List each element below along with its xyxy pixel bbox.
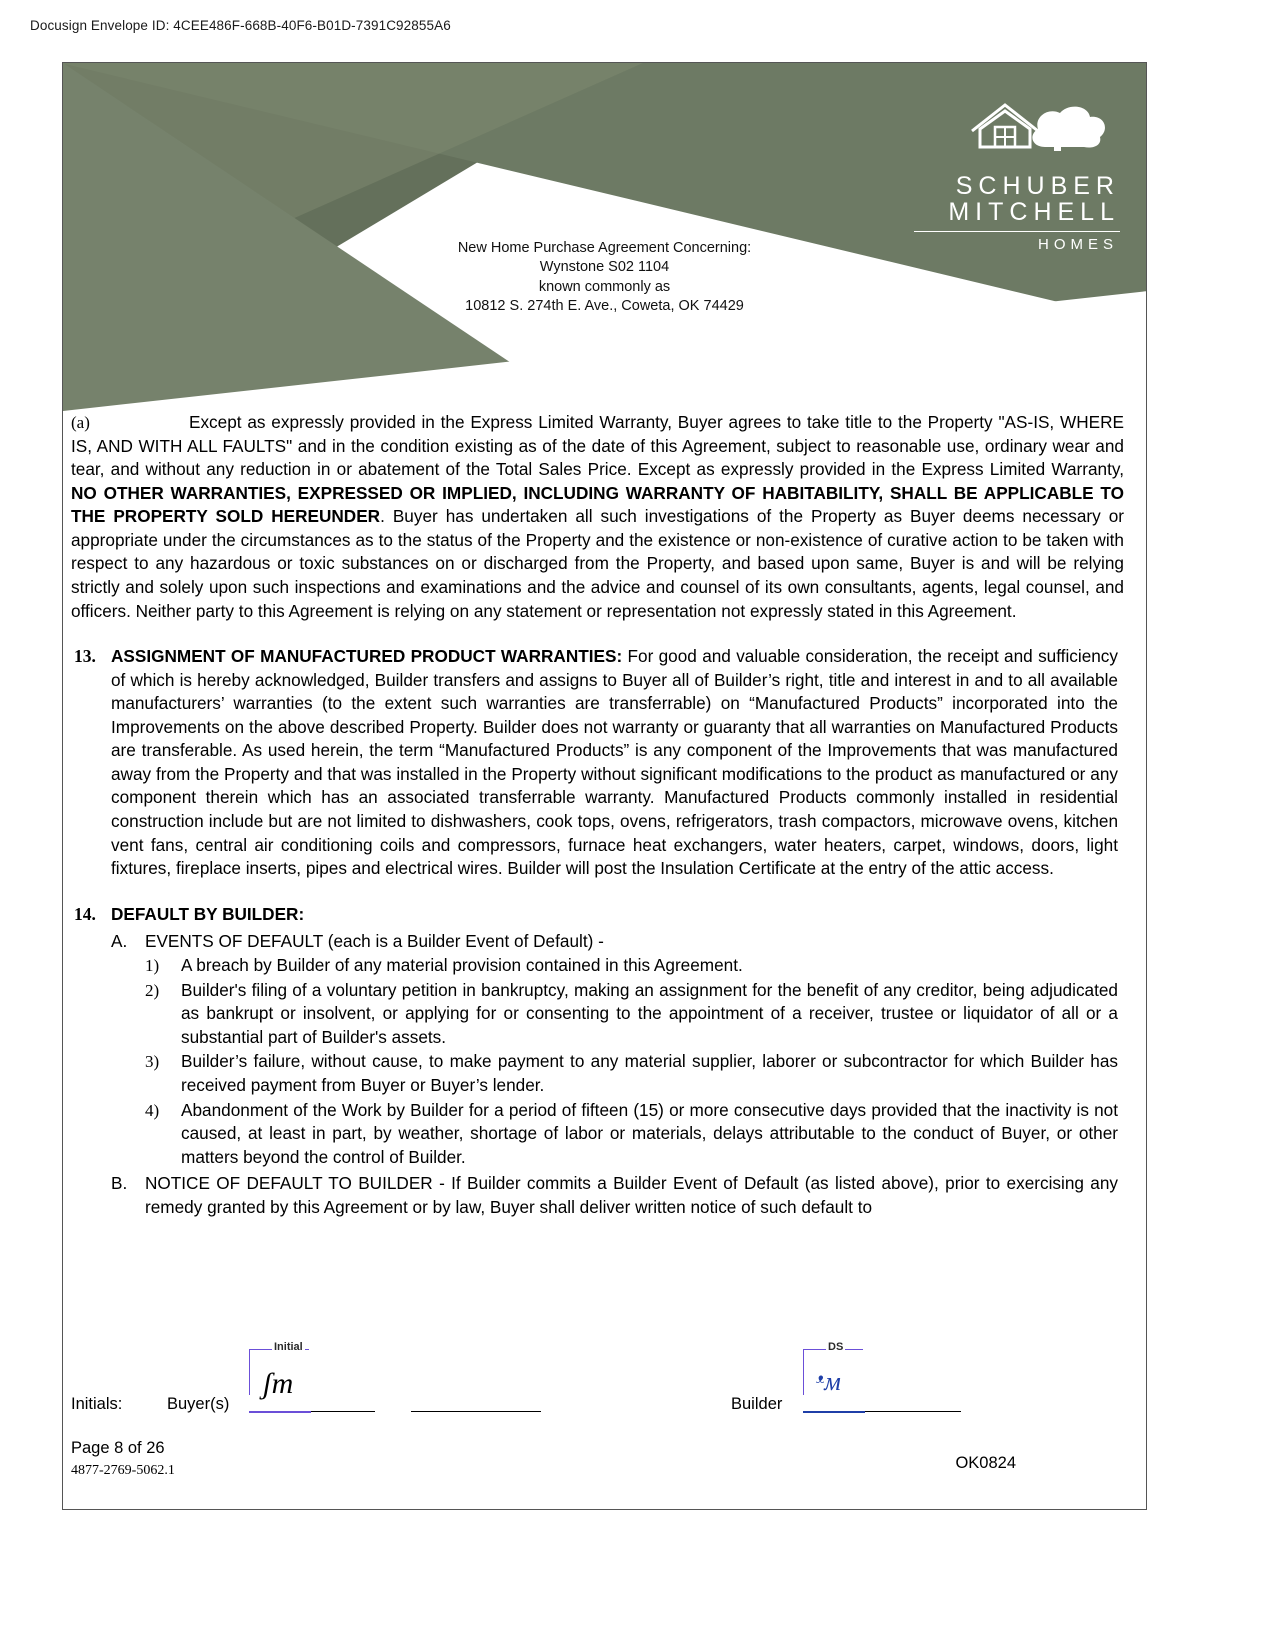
logo-divider xyxy=(914,231,1120,232)
buyers-label: Buyer(s) xyxy=(167,1395,230,1413)
heading-line-2: Wynstone S02 1104 xyxy=(539,259,670,276)
paragraph-a-marker: (a) xyxy=(71,413,90,432)
section-14-item-b xyxy=(71,1172,1124,1219)
section-14-item-a-label: A. xyxy=(111,930,128,951)
section-14-item-a-4-text: Abandonment of the Work by Builder for a period of fifteen (15) or more consecutive days provided that the inactivity is not caused, at least in part, by weather, shortage of labor or materials, delays attributable to the conduct of Buyer, or other matters beyond the control of Builder. xyxy=(181,1099,1118,1167)
page-header-graphic xyxy=(63,63,1146,411)
document-body xyxy=(63,411,1146,1219)
heading-line-3: known commonly as xyxy=(538,278,671,295)
section-14-item-a xyxy=(71,930,1124,954)
section-13 xyxy=(71,645,1124,881)
heading-line-4: 10812 S. 274th E. Ave., Coweta, OK 74429 xyxy=(465,298,744,315)
paragraph-a-marker-wrap xyxy=(71,411,189,435)
footer-form-code: OK0824 xyxy=(955,1454,1016,1472)
section-14-body xyxy=(111,903,1118,927)
section-13-title: ASSIGNMENT OF MANUFACTURED PRODUCT WARRANTIES: xyxy=(111,646,623,667)
paragraph-a-bold: NO OTHER WARRANTIES, EXPRESSED OR IMPLIED, INCLUDING WARRANTY OF HABITABILITY, SHALL BE APPLICABLE TO THE PROPERTY SOLD HEREUNDER xyxy=(71,482,1124,527)
paragraph-a-text-1: Except as expressly provided in the Express Limited Warranty, Buyer agrees to take title to the Property "AS-IS, WHERE IS, AND WITH ALL FAULTS" and in the condition existing as of the date of this Agreement, subject to reasonable use, ordinary wear and tear, and without any reduction in or abatement of the Total Sales Price. Except as expressly provided in the Express Limited Warranty, xyxy=(71,412,1124,480)
section-14-item-a-2-label: 2) xyxy=(145,980,160,1000)
section-14-item-a-3-text: Builder’s failure, without cause, to make payment to any material supplier, laborer or subcontractor for which Builder has received payment from Buyer or Buyer’s lender. xyxy=(181,1051,1118,1096)
section-14-item-a-3 xyxy=(71,1050,1124,1097)
section-14-number: 14. xyxy=(74,903,96,924)
section-14-item-a-4-label: 4) xyxy=(145,1100,160,1120)
house-tree-icon xyxy=(890,101,1120,169)
paragraph-a-text-2: . Buyer has undertaken all such investigations of the Property as Buyer deems necessary or appropriate under the circumstances as to the status of the Property and the existence or non-existence of curative action to be taken with respect to any hazardous or toxic substances on or discharged from the Property, and based upon same, Buyer is and will be relying strictly and solely upon such inspections and examinations and the advice and counsel of its own consultants, agents, legal counsel, and officers. Neither party to this Agreement is relying on any statement or representation not expressly stated in this Agreement. xyxy=(71,506,1124,621)
builder-label: Builder xyxy=(731,1395,783,1413)
section-14 xyxy=(71,903,1124,927)
section-14-title: DEFAULT BY BUILDER: xyxy=(111,903,305,924)
section-14-item-a-3-label: 3) xyxy=(145,1052,160,1072)
section-14-item-a-1 xyxy=(71,954,1124,978)
section-14-item-b-label: B. xyxy=(111,1173,128,1194)
section-14-item-a-2-text: Builder's filing of a voluntary petition in bankruptcy, making an assignment for the benefit of any creditor, being adjudicated as bankrupt or insolvent, or applying for or consenting to the appointment of a receiver, trustee or liquidator of all or a substantial part of Builder's assets. xyxy=(181,979,1118,1047)
buyer-initial-tag-label: Initial xyxy=(274,1341,303,1353)
buyer-initials-line-ext xyxy=(311,1411,375,1412)
section-13-body xyxy=(111,645,1118,881)
section-14-item-a-2 xyxy=(71,979,1124,1050)
page-number: Page 8 of 26 xyxy=(71,1438,165,1457)
builder-initial-tag-label: DS xyxy=(828,1341,844,1353)
buyer-initials-underline xyxy=(249,1411,311,1413)
builder-initials-underline xyxy=(803,1411,865,1413)
heading-line-1: New Home Purchase Agreement Concerning: xyxy=(457,240,752,256)
builder-initials-mark: ᵜм xyxy=(815,1367,841,1396)
document-heading xyxy=(63,239,1146,317)
buyer-initials-mark: ʃт xyxy=(263,1367,294,1400)
logo-name-line1: SCHUBER xyxy=(955,172,1120,200)
initials-label: Initials: xyxy=(71,1395,123,1413)
section-14-item-a-1-label: 1) xyxy=(145,956,160,976)
signature-zone xyxy=(63,1341,1146,1495)
builder-initials-line-ext xyxy=(865,1411,961,1412)
buyer-second-initials-line xyxy=(411,1411,541,1412)
section-14-item-a-1-text: A breach by Builder of any material provision contained in this Agreement. xyxy=(181,955,743,976)
section-13-text: For good and valuable consideration, the receipt and sufficiency of which is hereby acknowledged, Builder transfers and assigns to Buyer all of Builder’s right, title and interest in and to all available manufacturers’ warranties (to the extent such warranties are transferrable) on “Manufactured Products” incorporated into the Improvements on the above described Property. Builder does not warranty or guaranty that all warranties on Manufactured Products are transferable. As used herein, the term “Manufactured Products” is any component of the Improvements that was manufactured away from the Property and that was installed in the Property without significant modifications to the product as manufactured or any component therein which has an associated transferrable warranty. Manufactured Products commonly installed in residential construction include but are not limited to dishwashers, cook tops, ovens, refrigerators, trash compactors, microwave ovens, kitchen vent fans, central air conditioning coils and compressors, furnace heat exchangers, water heaters, carpet, windows, doors, light fixtures, fireplace inserts, pipes and electrical wires. Builder will post the Insulation Certificate at the entry of the attic access. xyxy=(111,646,1118,879)
section-14-item-b-text: NOTICE OF DEFAULT TO BUILDER - If Builder commits a Builder Event of Default (as listed above), prior to exercising any remedy granted by this Agreement or by law, Buyer shall deliver written notice of such default to xyxy=(145,1173,1118,1217)
logo-subtitle: HOMES xyxy=(1037,235,1118,253)
logo-name-line2: MITCHELL xyxy=(948,198,1120,227)
section-13-number: 13. xyxy=(74,646,96,667)
paragraph-a xyxy=(71,411,1124,623)
document-page xyxy=(62,62,1147,1510)
docusign-envelope-id: Docusign Envelope ID: 4CEE486F-668B-40F6-B01D-7391C92855A6 xyxy=(30,18,451,33)
section-14-item-a-text: EVENTS OF DEFAULT (each is a Builder Event of Default) - xyxy=(145,930,604,951)
footer-left xyxy=(71,1437,175,1481)
footer-document-id: 4877-2769-5062.1 xyxy=(71,1462,175,1478)
brand-logo xyxy=(890,101,1120,253)
section-14-item-a-4 xyxy=(71,1099,1124,1170)
